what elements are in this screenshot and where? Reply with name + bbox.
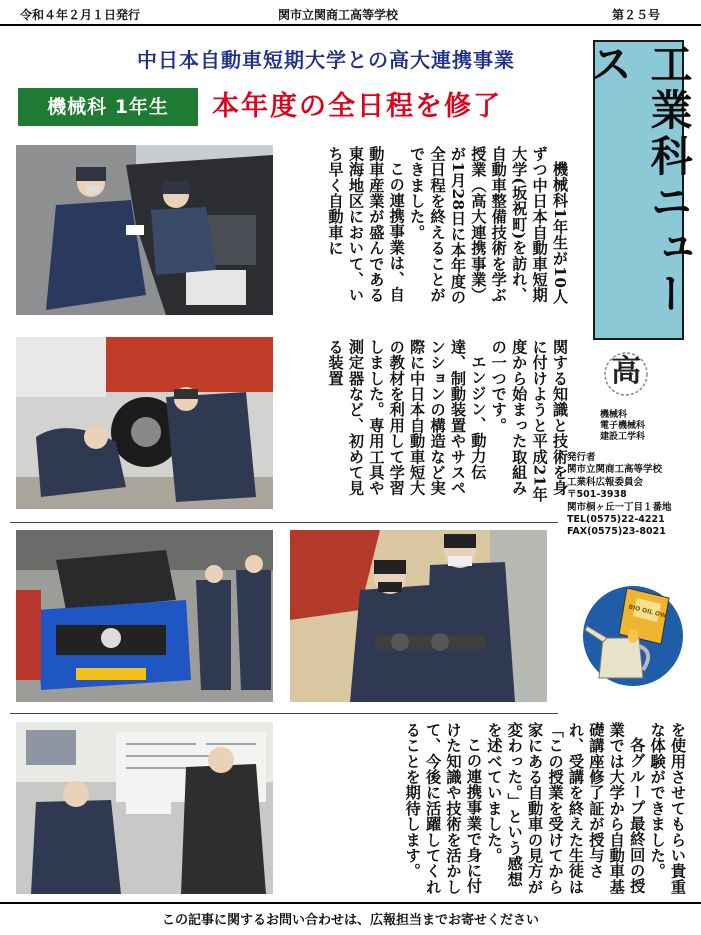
publisher-org: 関市立関商工高等学校: [567, 464, 663, 476]
logo-character: 高: [611, 354, 641, 389]
article-paragraph-6: 各グループ最終回の授業では大学から自動車基礎講座修了証が授与され、受講を終えた生徒は「この授業を受けてから家にある自動車の見方が変わった。」という感想を述べていました。: [485, 722, 647, 895]
article-paragraph-7: この連携事業で身に付けた知識や技術を活かして、今後に活躍してくれることを期待します。: [403, 722, 483, 895]
oil-can-label: BIO OIL OW: [627, 603, 668, 620]
article-column-1: [280, 146, 570, 318]
article-paragraph-1: 機械科1年生が10人ずつ中日本自動車短期大学(坂祝町)を訪れ、自動車整備技術を学ぶ授業（高大連携事業）が1月28日に本年度の全日程を終えることができました。: [408, 146, 569, 305]
photo-engine-bay: [16, 145, 273, 315]
photo-race-car: [16, 530, 273, 702]
publisher-info: [567, 452, 672, 539]
department-badge: 機械科 1年生: [18, 88, 198, 126]
publisher-address: 関市桐ヶ丘一丁目１番地: [567, 501, 672, 513]
department-item: 電子機械科: [600, 421, 646, 431]
issue-number: 第２５号: [612, 8, 661, 22]
section-rule-2: [10, 713, 558, 714]
publisher-fax: FAX(0575)23-8021: [567, 526, 666, 538]
article-paragraph-3: 関する知識と技術を身に付けようと平成21年度から始まった取組みの一つです。: [489, 339, 569, 503]
article-paragraph-5: を使用させてもらい貴重な体験ができました。: [648, 722, 687, 895]
article-column-2: [280, 339, 570, 511]
section-rule-1: [10, 522, 558, 523]
photo-tire-work: [16, 337, 273, 509]
photo-crankshaft-students: [290, 530, 547, 702]
masthead-title: 工業科ニュース: [584, 42, 694, 318]
publisher-label: 発行者: [567, 452, 596, 463]
article-paragraph-2: この連携事業は、自動車産業が盛んである東海地区において、いち早く自動車に: [326, 146, 406, 303]
article-paragraph-4: エンジン、動力伝達、制動装置やサスペンションの構造など実際に中日本自動車短大の教材を利用して学習しました。専用工具や測定器など、初めて見る装置: [326, 339, 488, 496]
masthead-title-box: [584, 40, 694, 340]
department-item: 建設工学科: [600, 432, 646, 442]
issue-date: 令和４年２月１日発行: [20, 8, 141, 22]
footer-rule: [0, 902, 701, 904]
publisher-postal: 〒501-3938: [567, 489, 627, 501]
oil-can-illustration: [577, 578, 689, 690]
article-column-3: [280, 722, 688, 898]
headline: 中日本自動車短期大学との高大連携事業: [137, 48, 515, 72]
department-list: [600, 410, 645, 443]
subheadline: 本年度の全日程を修了: [212, 91, 502, 122]
department-item: 機械科: [600, 410, 628, 420]
publisher-committee: 工業科広報委員会: [567, 476, 644, 488]
school-logo: [598, 344, 654, 400]
footer-note: この記事に関するお問い合わせは、広報担当までお寄せください: [161, 913, 539, 928]
publisher-tel: TEL(0575)22-4221: [567, 514, 665, 526]
photo-certificate: [16, 722, 273, 894]
school-name: 関市立関商工高等学校: [278, 8, 399, 22]
header-rule: [0, 24, 701, 26]
